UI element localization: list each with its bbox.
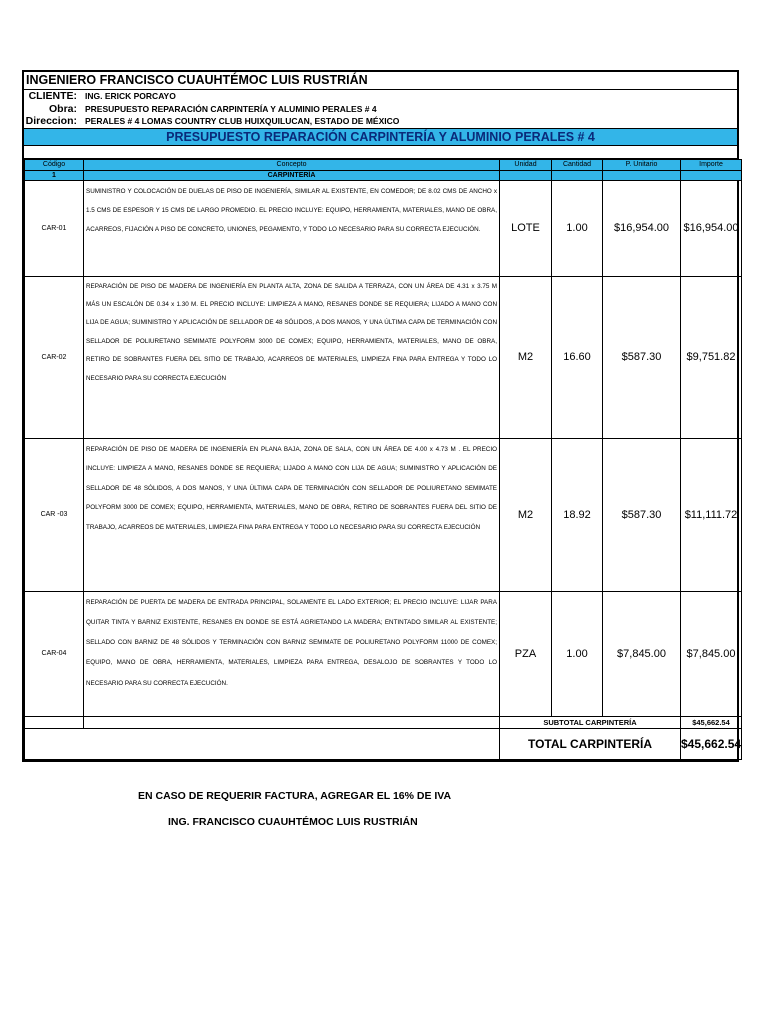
row-price: $16,954.00: [603, 180, 681, 276]
client-row: [24, 90, 737, 103]
col-header-amount: Importe: [681, 159, 742, 170]
subtotal-row: [25, 716, 742, 728]
col-header-price: P. Unitario: [603, 159, 681, 170]
row-concept: REPARACIÓN DE PISO DE MADERA DE INGENIERÍA EN PLANTA ALTA, ZONA DE SALIDA A TERRAZA, CON UN ÁREA DE 4.31 x 3.75 M MÁS UN ESCALÓN DE 0.34 x 1.30 M. EL PRECIO INCLUYE: LIMPIEZA A MANO, RESANES DONDE SE REQUIERA; LIJADO A MANO CON LIJA DE AGUA; SUMINISTRO Y APLICACIÓN DE SELLADOR DE 48 SÓLIDOS, A DOS MANOS, Y UNA ÚLTIMA CAPA DE TERMINACIÓN CON SELLADOR DE POLIURETANO SEMIMATE POLYFORM 3000 DE COMEX; EQUIPO, HERRAMIENTA, MATERIALES, MANO DE OBRA, RETIRO DE SOBRANTES FUERA DEL SITIO DE TRABAJO, ACARREOS DE MATERIALES, LIMPIEZA FINA PARA ENTREGA Y TODO LO NECESARIO PARA SU CORRECTA EJECUCIÓN: [84, 276, 500, 438]
col-header-qty: Cantidad: [552, 159, 603, 170]
table-header-row: [25, 159, 742, 170]
row-unit: M2: [500, 276, 552, 438]
iva-note: EN CASO DE REQUERIR FACTURA, AGREGAR EL 16% DE IVA: [138, 790, 452, 802]
table-row: [25, 438, 742, 591]
address-row: [24, 115, 737, 129]
row-code: CAR-04: [25, 591, 84, 716]
row-concept: SUMINISTRO Y COLOCACIÓN DE DUELAS DE PISO DE INGENIERÍA, SIMILAR AL EXISTENTE, EN COMEDOR; DE 8.02 CMS DE ANCHO x 1.5 CMS DE ESPESOR Y 15 CMS DE LARGO PROMEDIO. EL PRECIO INCLUYE: EQUIPO, HERRAMIENTA, MATERIALES, MANO DE OBRA, ACARREOS, FIJACIÓN A PISO DE CONCRETO, UNIONES, PEGAMENTO, Y TODO LO NECESARIO PARA SU CORRECTA EJECUCIÓN.: [84, 180, 500, 276]
col-header-code: Código: [25, 159, 84, 170]
row-code: CAR-01: [25, 180, 84, 276]
col-header-unit: Unidad: [500, 159, 552, 170]
table-row: [25, 276, 742, 438]
row-price: $587.30: [603, 276, 681, 438]
row-unit: M2: [500, 438, 552, 591]
budget-banner: PRESUPUESTO REPARACIÓN CARPINTERÍA Y ALUMINIO PERALES # 4: [24, 129, 737, 146]
address-value: PERALES # 4 LOMAS COUNTRY CLUB HUIXQUILUCAN, ESTADO DE MÉXICO: [85, 116, 400, 126]
total-row: [25, 728, 742, 759]
work-label: Obra:: [48, 102, 77, 115]
row-price: $7,845.00: [603, 591, 681, 716]
section-row: [25, 170, 742, 180]
section-number: 1: [25, 170, 84, 180]
address-label: Direccion:: [25, 115, 77, 127]
row-qty: 1.00: [552, 591, 603, 716]
company-name: INGENIERO FRANCISCO CUAUHTÉMOC LUIS RUSTRIÁN: [24, 72, 737, 90]
table-row: [25, 180, 742, 276]
work-row: [24, 103, 737, 116]
table-row: [25, 591, 742, 716]
budget-table: [24, 159, 742, 760]
signature-name: ING. FRANCISCO CUAUHTÉMOC LUIS RUSTRIÁN: [168, 816, 418, 828]
row-qty: 16.60: [552, 276, 603, 438]
col-header-concept: Concepto: [84, 159, 500, 170]
row-amount: $11,111.72: [681, 438, 742, 591]
row-unit: LOTE: [500, 180, 552, 276]
section-name: CARPINTERÍA: [84, 170, 500, 180]
row-price: $587.30: [603, 438, 681, 591]
row-code: CAR-02: [25, 276, 84, 438]
total-value: $45,662.54: [681, 728, 742, 759]
row-code: CAR -03: [25, 438, 84, 591]
subtotal-value: $45,662.54: [681, 716, 742, 728]
row-concept: REPARACIÓN DE PISO DE MADERA DE INGENIERÍA EN PLANA BAJA, ZONA DE SALA, CON UN ÁREA DE 4.00 x 4.73 M . EL PRECIO INCLUYE: LIMPIEZA A MANO, RESANES DONDE SE REQUIERA; LIJADO A MANO CON LIJA DE AGUA; SUMINISTRO Y APLICACIÓN DE SELLADOR DE 48 SÓLIDOS, A DOS MANOS, Y UNA ÚLTIMA CAPA DE TERMINACIÓN CON SELLADOR DE POLIURETANO SEMIMATE POLYFORM 3000 DE COMEX; EQUIPO, HERRAMIENTA, MATERIALES, MANO DE OBRA, RETIRO DE SOBRANTES FUERA DEL SITIO DE TRABAJO, ACARREOS DE MATERIALES, LIMPIEZA FINA PARA ENTREGA Y TODO LO NECESARIO PARA SU CORRECTA EJECUCIÓN: [84, 438, 500, 591]
row-unit: PZA: [500, 591, 552, 716]
client-label: CLIENTE:: [28, 90, 77, 102]
spacer-row: [24, 146, 737, 159]
work-value: PRESUPUESTO REPARACIÓN CARPINTERÍA Y ALUMINIO PERALES # 4: [85, 103, 377, 114]
row-amount: $9,751.82: [681, 276, 742, 438]
budget-sheet: [22, 70, 742, 762]
row-amount: $7,845.00: [681, 591, 742, 716]
row-concept: REPARACIÓN DE PUERTA DE MADERA DE ENTRADA PRINCIPAL, SOLAMENTE EL LADO EXTERIOR; EL PRECIO INCLUYE: LIJAR PARA QUITAR TINTA Y BARNIZ EXISTENTE, RESANES EN DONDE SE ESTÁ AGRIETANDO LA MADERA; ENTINTADO SIMILAR AL EXISTENTE; SELLADO CON BARNIZ DE 48 SÓLIDOS Y TERMINACIÓN CON BARNIZ SEMIMATE DE POLIURETANO POLYFORM 11000 DE COMEX; EQUIPO, MANO DE OBRA, HERRAMIENTA, MATERIALES, LIMPIEZA PARA ENTREGA, DESALOJO DE SOBRANTES Y TODO LO NECESARIO PARA SU CORRECTA EJECUCIÓN.: [84, 591, 500, 716]
subtotal-label: SUBTOTAL CARPINTERÍA: [500, 716, 681, 728]
total-label: TOTAL CARPINTERÍA: [500, 728, 681, 759]
client-value: ING. ERICK PORCAYO: [85, 91, 176, 101]
row-amount: $16,954.00: [681, 180, 742, 276]
row-qty: 18.92: [552, 438, 603, 591]
row-qty: 1.00: [552, 180, 603, 276]
